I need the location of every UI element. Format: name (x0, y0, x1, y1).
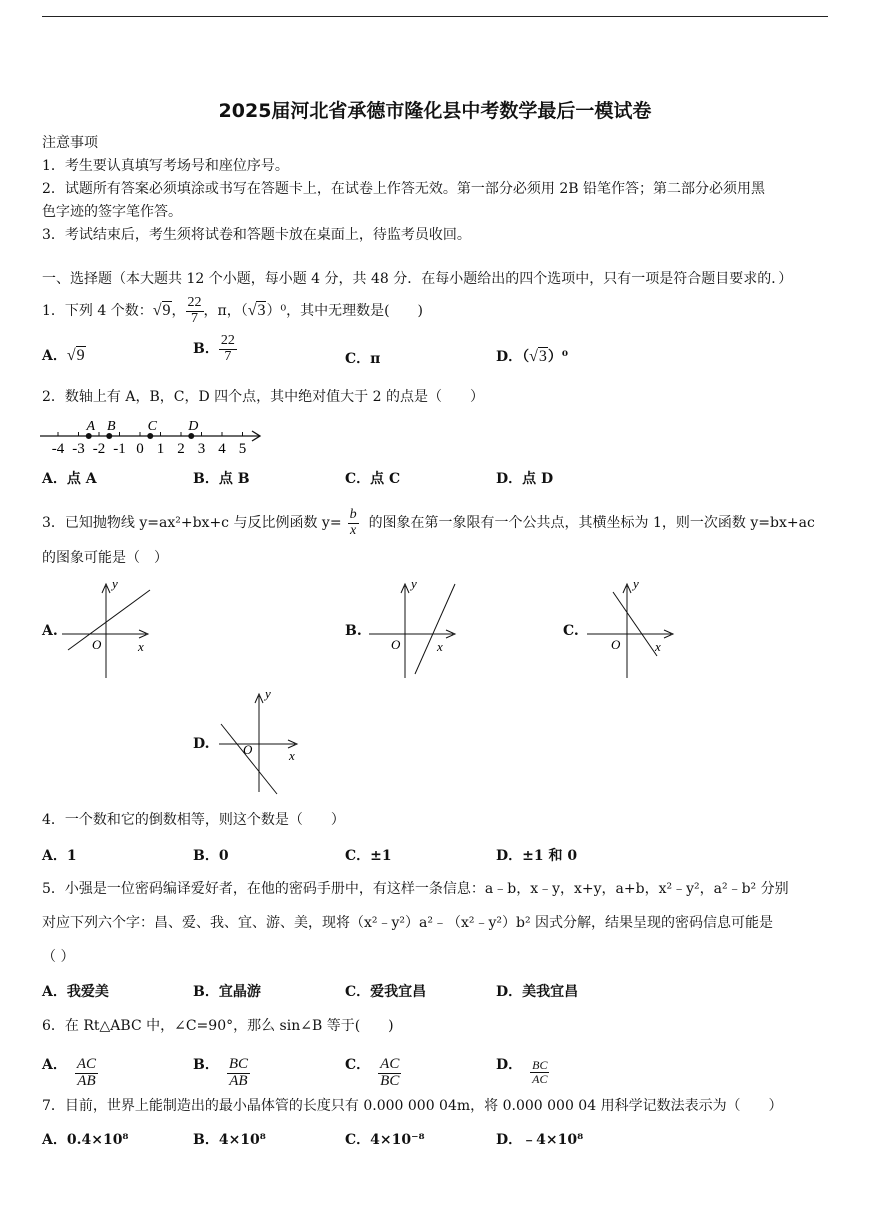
question-3-stem: 3．已知抛物线 y=ax²+bx+c 与反比例函数 y= $\frac{b}{x}$ 的图象在第一象限有一个公共点，其横坐标为 1，则一次函数 y=bx+ac (42, 507, 815, 538)
svg-text:O: O (243, 742, 253, 757)
q1-option-a: A．√9 (42, 347, 85, 364)
fraction-22-7: $\frac{22}{7}$ (187, 295, 202, 326)
svg-text:x: x (138, 639, 144, 654)
q4-option-b: B．0 (193, 848, 229, 864)
q1-prefix: 1．下列 4 个数： (42, 303, 153, 320)
q1-option-d: D．（√3）⁰ (496, 348, 569, 365)
line-d (221, 724, 277, 794)
q7-option-c: C．4×10⁻⁸ (345, 1132, 425, 1148)
question-3-stem-line2: 的图象可能是（ ） (42, 550, 168, 566)
number-line-tick-label: 3 (197, 441, 206, 457)
svg-text:y: y (112, 576, 118, 591)
number-line-tick-label: 0 (136, 441, 144, 457)
section-heading: 一、选择题（本大题共 12 个小题，每小题 4 分，共 48 分．在每小题给出的四个选项中，只有一项是符合题目要求的．） (42, 271, 793, 287)
svg-text:x: x (289, 748, 295, 763)
notes-heading: 注意事项 (42, 135, 98, 151)
line-b (415, 584, 455, 674)
note-line-2-cont: 色字迹的签字笔作答。 (42, 204, 182, 220)
q3-option-c-label: C. (563, 623, 579, 639)
svg-text:O: O (92, 637, 102, 652)
q3-graph-b (365, 574, 465, 684)
number-line-tick-label: -3 (72, 441, 85, 457)
question-5-line-1: 5．小强是一位密码编译爱好者，在他的密码手册中，有这样一条信息：a﹣b，x﹣y，x+y，a+b，x²﹣y²，a²﹣b² 分别 (42, 881, 789, 897)
svg-text:O: O (611, 637, 621, 652)
note-line-2: 2．试题所有答案必须填涂或书写在答题卡上，在试卷上作答无效。第一部分必须用 2B 铅笔作答；第二部分必须用黑 (42, 181, 765, 197)
note-line-3: 3．考试结束后，考生须将试卷和答题卡放在桌面上，待监考员收回。 (42, 227, 471, 243)
q5-option-b: B．宜晶游 (193, 984, 261, 1000)
number-line-tick-label: 4 (218, 441, 226, 457)
q3-graph-d (215, 684, 315, 796)
question-6-stem: 6．在 Rt△ABC 中，∠C=90°，那么 sin∠B 等于( ) (42, 1018, 394, 1034)
q4-option-c: C．±1 (345, 848, 392, 864)
q6-option-c: C． $\frac{AC}{BC}$ (345, 1056, 400, 1089)
number-line-tick-label: 5 (238, 441, 247, 457)
number-line-tick-label: 2 (177, 441, 185, 457)
number-line (38, 412, 268, 458)
q6-option-b: B． $\frac{BC}{AB}$ (193, 1056, 249, 1089)
number-line-tick-label: -2 (92, 441, 106, 457)
question-7-stem: 7．目前，世界上能制造出的最小晶体管的长度只有 0.000 000 04m，将 0.000 000 04 用科学记数法表示为（ ） (42, 1098, 783, 1114)
q7-option-a: A．0.4×10⁸ (42, 1132, 129, 1148)
q1-option-c: C．π (345, 351, 381, 367)
sqrt-9: √9 (152, 302, 171, 320)
q3-option-a-label: A. (42, 623, 58, 639)
q7-option-b: B．4×10⁸ (193, 1132, 266, 1148)
number-line-point-label: A (86, 419, 96, 434)
q2-option-c: C．点 C (345, 471, 401, 487)
q5-option-c: C．爱我宜昌 (345, 984, 427, 1000)
q3-graph-c (583, 574, 683, 684)
q4-option-a: A．1 (42, 848, 77, 864)
sqrt-3: √3 (247, 302, 266, 320)
q5-option-a: A．我爱美 (42, 984, 109, 1000)
q3-option-d-label: D. (193, 736, 210, 752)
number-line-point-label: D (188, 419, 199, 434)
question-5-line-2: 对应下列六个字：昌、爱、我、宜、游、美，现将（x²﹣y²）a²﹣（x²﹣y²）b² 因式分解，结果呈现的密码信息可能是 (42, 915, 774, 931)
q6-option-d: D． $\frac{BC}{AC}$ (496, 1057, 548, 1086)
q2-option-a: A．点 A (42, 471, 97, 487)
q5-option-d: D．美我宜昌 (496, 984, 579, 1000)
svg-text:O: O (391, 637, 401, 652)
q6-option-a: A． $\frac{AC}{AB}$ (42, 1056, 97, 1089)
number-line-tick-label: -1 (113, 441, 126, 457)
question-4-stem: 4．一个数和它的倒数相等，则这个数是（ ） (42, 812, 345, 828)
page-title: 2025届河北省承德市隆化县中考数学最后一模试卷 (218, 100, 652, 122)
q3-option-b-label: B. (345, 623, 362, 639)
svg-text:x: x (655, 639, 661, 654)
q2-option-d: D．点 D (496, 471, 554, 487)
q1-suffix: ）⁰，其中无理数是( ) (266, 303, 424, 320)
note-line-1: 1．考生要认真填写考场号和座位序号。 (42, 158, 289, 174)
q1-pi: ，π，（ (203, 303, 248, 320)
question-1-stem: 1．下列 4 个数：√9， $\frac{22}{7}$ ，π，（√3）⁰，其中无理数是( ) (42, 295, 424, 326)
q1-option-b: B． $\frac{22}{7}$ (193, 333, 235, 364)
q2-option-b: B．点 B (193, 471, 250, 487)
number-line-tick-label: -4 (51, 441, 65, 457)
q3-graph-a (62, 574, 162, 684)
number-line-tick-label: 1 (156, 441, 165, 457)
number-line-point-label: C (147, 419, 157, 434)
number-line-point-label: B (106, 419, 116, 434)
svg-text:y: y (265, 686, 271, 701)
question-2-stem: 2．数轴上有 A，B，C，D 四个点，其中绝对值大于 2 的点是（ ） (42, 389, 484, 405)
q4-option-d: D．±1 和 0 (496, 848, 578, 864)
question-5-line-3: （ ） (42, 949, 75, 965)
svg-text:y: y (411, 576, 417, 591)
q7-option-d: D．﹣4×10⁸ (496, 1132, 584, 1148)
svg-text:x: x (437, 639, 443, 654)
header-rule (42, 16, 828, 17)
svg-text:y: y (633, 576, 639, 591)
